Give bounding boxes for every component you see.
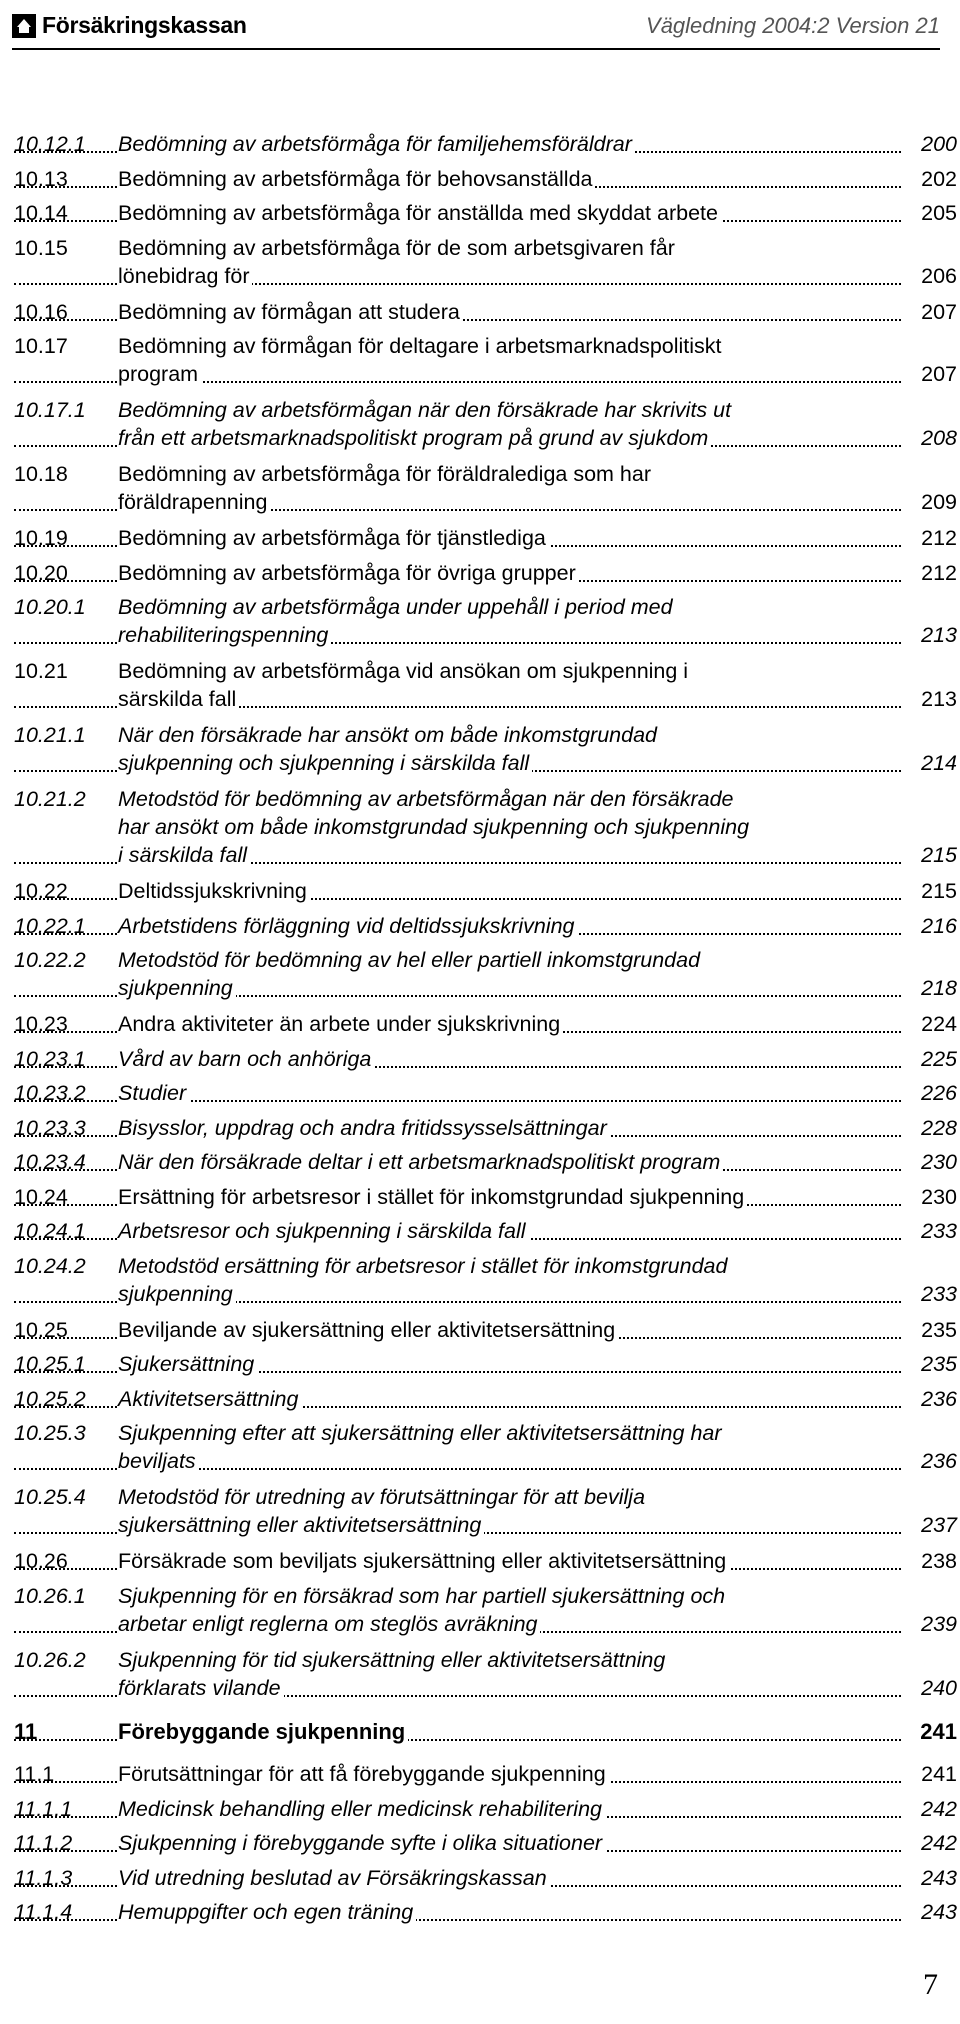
toc-entry-page: 241 [921, 1762, 957, 1786]
toc-entry-number: 10.18 [14, 462, 68, 486]
toc-entry-number: 10.26.2 [14, 1647, 86, 1672]
toc-entry-page: 213 [921, 623, 957, 647]
toc-entry-title-line: har ansökt om både inkomstgrundad sjukpenning och sjukpenning [118, 815, 750, 839]
toc-entry-page: 206 [921, 263, 957, 288]
toc-entry-title-line: Deltidssjukskrivning [118, 877, 310, 905]
toc-entry-number: 10.14 [14, 201, 68, 225]
toc-entry-page: 239 [921, 1611, 957, 1636]
toc-entry-title-line: Vid utredning beslutad av Försäkringskassan [118, 1864, 550, 1892]
toc-entry[interactable] [14, 165, 957, 193]
toc-entry[interactable] [14, 130, 957, 158]
toc-entry-title [118, 130, 901, 158]
toc-entry-title-line: Sjukpenning för en försäkrad som har partiell sjukersättning och [118, 1583, 726, 1608]
toc-entry[interactable] [14, 1252, 957, 1308]
toc-entry-number: 10.23.4 [14, 1150, 86, 1174]
toc-entry-title-line: Arbetsresor och sjukpenning i särskilda fall [118, 1217, 529, 1245]
toc-entry-title-line: Försäkrade som beviljats sjukersättning eller aktivitetsersättning [118, 1547, 729, 1575]
toc-entry-number: 10.22.1 [14, 913, 86, 938]
toc-entry[interactable] [14, 298, 957, 326]
toc-entry-title-line: Andra aktiviteter än arbete under sjukskrivning [118, 1010, 563, 1038]
toc-entry-page: 202 [921, 166, 957, 191]
toc-entry-number: 10.13 [14, 166, 68, 191]
toc-entry-title [118, 1148, 901, 1176]
toc-entry-title-line: program [118, 360, 201, 388]
toc-entry[interactable] [14, 199, 957, 227]
toc-entry-number: 10.24.1 [14, 1219, 86, 1243]
toc-entry[interactable] [14, 1385, 957, 1413]
toc-entry-page: 214 [921, 751, 957, 775]
toc-entry[interactable] [14, 657, 957, 713]
toc-entry-title [118, 1547, 901, 1575]
toc-entry-page: 200 [921, 132, 957, 156]
toc-entry-number: 10.23 [14, 1012, 68, 1036]
toc-entry-number: 11.1.4 [14, 1900, 73, 1924]
toc-entry-title-line: Bedömning av arbetsförmåga för anställda med skyddat arbete [118, 199, 721, 227]
toc-entry-page: 215 [921, 879, 957, 903]
toc-entry-page: 225 [921, 1046, 957, 1071]
toc-entry-number: 10.26 [14, 1549, 68, 1573]
toc-entry-number: 10.23.1 [14, 1046, 86, 1071]
toc-entry-page: 224 [921, 1012, 957, 1036]
toc-entry-page: 218 [921, 976, 957, 1000]
toc-entry[interactable] [14, 1898, 957, 1926]
page-number: 7 [923, 1968, 938, 2001]
toc-entry-title-line: Bedömning av arbetsförmåga för tjänstlediga [118, 524, 549, 552]
toc-entry-page: 207 [921, 362, 957, 386]
toc-entry-page: 212 [921, 560, 957, 585]
toc-entry-number: 10.25.4 [14, 1485, 86, 1509]
toc-entry-title [118, 298, 901, 326]
toc-entry-page: 243 [921, 1900, 957, 1924]
toc-entry-title-line: Medicinsk behandling eller medicinsk rehabilitering [118, 1795, 605, 1823]
toc-entry[interactable] [14, 396, 957, 452]
toc-entry-page: 213 [921, 687, 957, 711]
toc-entry-title-line: särskilda fall [118, 685, 239, 713]
toc-entry-title-line: Bedömning av arbetsförmågan när den försäkrade har skrivits ut [118, 398, 732, 422]
toc-entry-title-line: Bedömning av arbetsförmåga för familjehemsföräldrar [118, 130, 635, 158]
toc-entry-number: 10.24 [14, 1184, 68, 1209]
toc-entry-title [118, 1483, 901, 1539]
toc-entry-number: 10.23.2 [14, 1081, 86, 1105]
toc-entry-title [118, 199, 901, 227]
toc-entry-title [118, 1010, 901, 1038]
toc-entry-page: 237 [921, 1513, 957, 1537]
toc-entry[interactable] [14, 785, 957, 869]
toc-entry-title [118, 1114, 901, 1142]
toc-entry-page: 233 [921, 1281, 957, 1306]
toc-entry-page: 226 [921, 1081, 957, 1105]
toc-entry-number: 11.1 [14, 1762, 55, 1786]
toc-entry[interactable] [14, 559, 957, 587]
toc-entry-title [118, 912, 901, 940]
toc-entry[interactable] [14, 1183, 957, 1211]
toc-entry-page: 236 [921, 1386, 957, 1411]
toc-entry-title [118, 1385, 901, 1413]
toc-entry[interactable] [14, 1419, 957, 1475]
toc-entry-number: 10.25.1 [14, 1352, 86, 1376]
toc-entry-page: 240 [921, 1675, 957, 1700]
toc-entry-page: 230 [921, 1184, 957, 1209]
toc-entry[interactable] [14, 524, 957, 552]
toc-entry-title [118, 165, 901, 193]
toc-entry-title-line: När den försäkrade deltar i ett arbetsmarknadspolitiskt program [118, 1148, 723, 1176]
toc-entry-page: 235 [921, 1317, 957, 1342]
toc-entry[interactable] [14, 877, 957, 905]
toc-entry-title [118, 1316, 901, 1344]
toc-entry[interactable] [14, 1582, 957, 1638]
toc-entry-title-line: Aktivitetsersättning [118, 1385, 301, 1413]
toc-entry-title-line: arbetar enligt reglerna om steglös avräkning [118, 1610, 540, 1638]
toc-entry-title-line: Förebyggande sjukpenning [118, 1718, 408, 1746]
toc-entry-title [118, 1252, 901, 1308]
toc-entry-title [118, 1760, 901, 1788]
toc-entry-number: 10.16 [14, 299, 68, 324]
toc-entry-number: 10.25.2 [14, 1386, 86, 1411]
toc-entry-page: 243 [921, 1865, 957, 1890]
toc-entry-title-line: Sjukpenning för tid sjukersättning eller aktivitetsersättning [118, 1647, 666, 1672]
toc-entry-title-line: sjukpenning och sjukpenning i särskilda fall [118, 749, 532, 777]
toc-entry-title [118, 657, 901, 713]
toc-entry-page: 228 [921, 1115, 957, 1140]
toc-entry-title-line: Metodstöd för utredning av förutsättningar för att bevilja [118, 1485, 646, 1509]
toc-entry-title [118, 1864, 901, 1892]
toc-entry-title-line: Bedömning av arbetsförmåga för de som arbetsgivaren får [118, 235, 675, 260]
toc-entry-title [118, 1419, 901, 1475]
toc-entry-page: 216 [921, 913, 957, 938]
toc-entry-number: 11 [14, 1718, 38, 1744]
toc-entry-number: 10.26.1 [14, 1583, 86, 1608]
toc-entry-title [118, 1718, 901, 1746]
toc-entry-page: 207 [921, 299, 957, 324]
toc-entry-title [118, 1350, 901, 1378]
toc-entry-title [118, 1795, 901, 1823]
toc-entry[interactable] [14, 1718, 957, 1746]
toc-entry-title [118, 1898, 901, 1926]
toc-entry-title-line: Bedömning av arbetsförmåga för föräldralediga som har [118, 462, 652, 486]
toc-entry[interactable] [14, 1010, 957, 1038]
toc-entry-title [118, 332, 901, 388]
toc-entry[interactable] [14, 234, 957, 290]
toc-entry-title-line: Ersättning för arbetsresor i stället för inkomstgrundad sjukpenning [118, 1183, 747, 1211]
toc-entry[interactable] [14, 1316, 957, 1344]
toc-entry-title [118, 1829, 901, 1857]
toc-entry-number: 11.1.2 [14, 1831, 73, 1855]
toc-entry-page: 215 [921, 843, 957, 867]
toc-entry-title-line: beviljats [118, 1447, 199, 1475]
toc-entry-title-line: Bedömning av förmågan för deltagare i arbetsmarknadspolitiskt [118, 334, 722, 358]
toc-entry-title [118, 1079, 901, 1107]
toc-entry-title [118, 593, 901, 649]
brand-icon [12, 14, 36, 38]
toc-entry-title-line: Sjukpenning i förebyggande syfte i olika situationer [118, 1829, 605, 1857]
toc-entry-number: 10.24.2 [14, 1253, 86, 1278]
toc-entry[interactable] [14, 1547, 957, 1575]
toc-entry[interactable] [14, 1217, 957, 1245]
toc-entry-number: 10.12.1 [14, 132, 86, 156]
toc-entry[interactable] [14, 1864, 957, 1892]
toc-entry-title-line: Metodstöd ersättning för arbetsresor i stället för inkomstgrundad [118, 1253, 728, 1278]
toc-entry-title [118, 396, 901, 452]
toc-entry[interactable] [14, 1079, 957, 1107]
toc-entry[interactable] [14, 721, 957, 777]
toc-entry-title-line: i särskilda fall [118, 841, 250, 869]
toc-entry-title-line: Sjukpenning efter att sjukersättning eller aktivitetsersättning har [118, 1421, 722, 1445]
toc-entry-title-line: lönebidrag för [118, 262, 252, 290]
toc-entry-number: 10.19 [14, 526, 68, 550]
toc-entry-page: 242 [921, 1831, 957, 1855]
toc-entry[interactable] [14, 593, 957, 649]
toc-entry[interactable] [14, 1148, 957, 1176]
toc-entry-title-line: Bedömning av arbetsförmåga för behovsanställda [118, 165, 595, 193]
toc-entry-number: 11.1.3 [14, 1865, 73, 1890]
toc-entry-title-line: Bedömning av arbetsförmåga under uppehåll i period med [118, 595, 673, 619]
brand-logo [12, 12, 247, 39]
toc-entry-number: 10.21 [14, 659, 68, 683]
toc-entry-title [118, 1646, 901, 1702]
toc-entry-page: 235 [921, 1352, 957, 1376]
toc-entry-page: 208 [921, 426, 957, 450]
toc-entry-page: 236 [921, 1449, 957, 1473]
toc-entry-page: 205 [921, 201, 957, 225]
brand-name: Försäkringskassan [42, 12, 247, 38]
toc-entry-page: 241 [920, 1718, 957, 1744]
toc-entry-number: 10.22 [14, 879, 68, 903]
toc-entry-title-line: från ett arbetsmarknadspolitiskt program på grund av sjukdom [118, 424, 711, 452]
toc-entry[interactable] [14, 332, 957, 388]
toc-entry-title [118, 721, 901, 777]
toc-entry[interactable] [14, 1350, 957, 1378]
toc-entry-title [118, 877, 901, 905]
toc-entry-title [118, 524, 901, 552]
toc-entry-title [118, 1045, 901, 1073]
toc-entry-title-line: Sjukersättning [118, 1350, 257, 1378]
toc-entry-title-line: När den försäkrade har ansökt om både inkomstgrundad [118, 723, 658, 747]
toc-entry-number: 11.1.1 [14, 1796, 73, 1821]
toc-entry-title-line: Bedömning av förmågan att studera [118, 298, 463, 326]
toc-entry-title-line: sjukpenning [118, 974, 236, 1002]
toc-entry-title-line: förklarats vilande [118, 1674, 284, 1702]
toc-entry-title-line: sjukersättning eller aktivitetsersättning [118, 1511, 484, 1539]
toc-entry-page: 209 [921, 490, 957, 514]
toc-entry-number: 10.25 [14, 1317, 68, 1342]
toc-entry-number: 10.17.1 [14, 398, 86, 422]
toc-entry-title-line: Beviljande av sjukersättning eller aktivitetsersättning [118, 1316, 618, 1344]
toc-entry-number: 10.15 [14, 235, 68, 260]
toc-entry[interactable] [14, 1795, 957, 1823]
toc-entry-title-line: föräldrapenning [118, 488, 270, 516]
toc-entry-title-line: sjukpenning [118, 1280, 236, 1308]
toc-entry-title-line: Förutsättningar för att få förebyggande sjukpenning [118, 1760, 609, 1788]
toc-entry-title-line: Bedömning av arbetsförmåga för övriga grupper [118, 559, 579, 587]
toc-entry-page: 230 [921, 1150, 957, 1174]
toc-entry[interactable] [14, 1045, 957, 1073]
header-divider [12, 48, 940, 50]
toc-entry-title [118, 460, 901, 516]
toc-entry-number: 10.21.2 [14, 787, 86, 811]
toc-entry-number: 10.23.3 [14, 1115, 86, 1140]
toc-entry[interactable] [14, 1646, 957, 1702]
toc-entry-title-line: Bedömning av arbetsförmåga vid ansökan om sjukpenning i [118, 659, 689, 683]
toc-entry-number: 10.22.2 [14, 948, 86, 972]
toc-entry-number: 10.20.1 [14, 595, 86, 619]
toc-entry-title-line: Studier [118, 1079, 189, 1107]
toc-entry[interactable] [14, 1829, 957, 1857]
toc-entry[interactable] [14, 1760, 957, 1788]
toc-entry-page: 242 [921, 1796, 957, 1821]
toc-entry-number: 10.25.3 [14, 1421, 86, 1445]
toc-entry[interactable] [14, 460, 957, 516]
toc-entry-title-line: Arbetstidens förläggning vid deltidssjukskrivning [118, 912, 578, 940]
toc-entry-title-line: rehabiliteringspenning [118, 621, 331, 649]
toc-entry[interactable] [14, 1114, 957, 1142]
toc-entry-title-line: Metodstöd för bedömning av arbetsförmågan när den försäkrade [118, 787, 734, 811]
toc-entry-number: 10.17 [14, 334, 68, 358]
toc-entry-page: 238 [921, 1549, 957, 1573]
toc-entry-title [118, 234, 901, 290]
toc-entry-title-line: Hemuppgifter och egen träning [118, 1898, 416, 1926]
toc-entry-title [118, 946, 901, 1002]
page-header [12, 0, 940, 50]
toc-entry[interactable] [14, 912, 957, 940]
toc-entry-number: 10.20 [14, 560, 68, 585]
toc-entry-title [118, 1183, 901, 1211]
toc-entry-title [118, 785, 901, 869]
toc-entry-page: 212 [921, 526, 957, 550]
toc-entry-number: 10.21.1 [14, 723, 86, 747]
toc-entry-title-line: Vård av barn och anhöriga [118, 1045, 374, 1073]
toc-entry-title [118, 1217, 901, 1245]
toc-entry-page: 233 [921, 1219, 957, 1243]
toc-entry-title-line: Bisysslor, uppdrag och andra fritidssysselsättningar [118, 1114, 610, 1142]
toc-entry-title [118, 1582, 901, 1638]
toc-entry[interactable] [14, 946, 957, 1002]
toc-entry[interactable] [14, 1483, 957, 1539]
document-title: Vägledning 2004:2 Version 21 [646, 13, 940, 38]
toc-entry-title [118, 559, 901, 587]
toc-entry-title-line: Metodstöd för bedömning av hel eller partiell inkomstgrundad [118, 948, 701, 972]
